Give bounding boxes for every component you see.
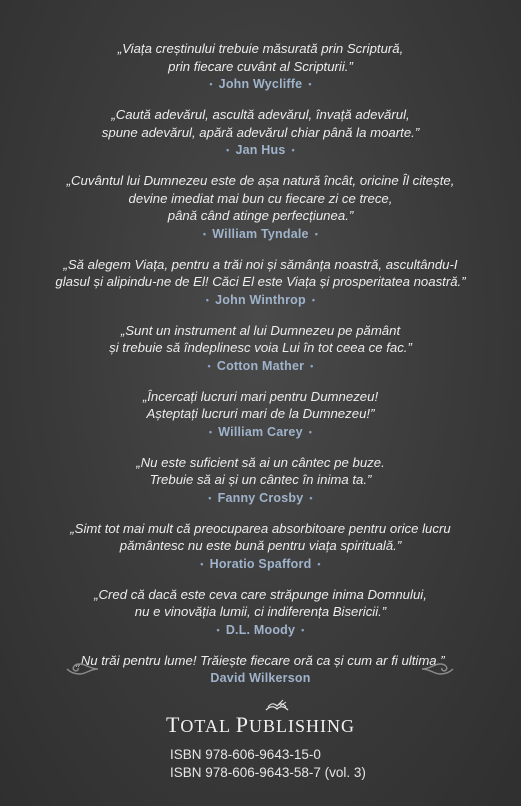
quote-line: „Încercați lucruri mari pentru Dumnezeu! (142, 388, 379, 404)
publisher-rest-2: UBLISHING (249, 716, 356, 736)
quote-line: pământesc nu este bună pentru viața spirituală.” (119, 538, 402, 553)
flourish-right-ornament (420, 660, 456, 678)
quote-author (0, 75, 521, 93)
publisher-cap-1: T (165, 712, 181, 737)
author-name: William Tyndale (212, 226, 309, 241)
quote-author (0, 291, 521, 309)
quote-text (0, 106, 521, 141)
quote-line: „Nu este suficient să ai un cântec pe buze. (136, 454, 385, 470)
quote-author (0, 489, 521, 507)
isbn-line-2: ISBN 978-606-9643-58-7 (vol. 3) (170, 765, 366, 780)
quote-author (0, 225, 521, 243)
isbn-line-1: ISBN 978-606-9643-15-0 (170, 747, 321, 762)
quote-line: „Sunt un instrument al lui Dumnezeu pe pământ (120, 322, 401, 338)
quote-author (0, 423, 521, 441)
author-name: D.L. Moody (225, 622, 296, 637)
bullet-right: • (301, 624, 305, 635)
flourish-left-ornament (64, 660, 100, 678)
quote-author (0, 621, 521, 639)
publisher-logo (166, 712, 355, 738)
bullet-right: • (309, 492, 313, 503)
bullet-right: • (310, 360, 314, 371)
quotes-list (0, 40, 521, 687)
bullet-right: • (291, 145, 295, 155)
quote-line: „Să alegem Viața, pentru a trăi noi și sămânța noastră, ascultându-I (63, 256, 458, 272)
bullet-right: • (317, 558, 321, 569)
quote-text (0, 454, 521, 489)
quote-line: glasul și alipindu-ne de El! Căci El este Viața și prosperitatea noastră.” (55, 274, 466, 289)
bullet-left: • (207, 360, 211, 371)
quote-author (0, 141, 521, 159)
author-name: William Carey (218, 424, 303, 439)
bullet-left: • (202, 228, 207, 239)
quote-line: Așteptați lucruri mari de la Dumnezeu!” (146, 406, 375, 421)
quote-line: „Nu trăi pentru lume! Trăiește fiecare oră ca și cum ar fi ultima.” (76, 652, 445, 668)
bullet-left: • (208, 492, 212, 503)
quote-line: „Caută adevărul, ascultă adevărul, învață adevărul, (111, 107, 410, 122)
quote-text (0, 256, 521, 291)
quote-line: „Simt tot mai mult că preocuparea absorbitoare pentru orice lucru (70, 520, 451, 536)
author-name: David Wilkerson (210, 671, 311, 685)
author-name: Jan Hus (235, 143, 286, 157)
author-name: Cotton Mather (216, 358, 305, 373)
quote-author (0, 555, 521, 573)
quote-text (0, 322, 521, 357)
bullet-right: • (308, 426, 313, 437)
quote-line: Trebuie să ai și un cântec în inima ta.” (149, 472, 372, 487)
bullet-left: • (216, 624, 220, 635)
bullet-left: • (205, 294, 210, 305)
bullet-right: • (311, 294, 316, 305)
quote-line: prin fiecare cuvânt al Scripturii.” (168, 58, 353, 74)
quote-author (0, 357, 521, 375)
author-name: John Winthrop (215, 292, 306, 307)
publisher-rest-1: OTAL (180, 716, 231, 736)
publisher-cap-2: P (235, 712, 250, 737)
quote-text (0, 586, 521, 621)
quote-text (0, 388, 521, 423)
quote-line: și trebuie să îndeplinesc voia Lui în tot ceea ce fac.” (109, 340, 412, 355)
quote-text (0, 520, 521, 555)
quote-line: devine imediat mai bun cu fiecare zi ce trece, (128, 190, 393, 206)
author-name: Fanny Crosby (217, 490, 304, 505)
publisher-block (0, 712, 521, 738)
quote-line: „Viața creștinului trebuie măsurată prin Scriptură, (117, 41, 404, 56)
bullet-left: • (209, 79, 213, 89)
author-name: John Wycliffe (218, 77, 303, 91)
author-name: Horatio Spafford (209, 556, 312, 571)
quote-line: „Cuvântul lui Dumnezeu este de așa natură încât, oricine Îl citește, (66, 173, 455, 188)
quote-text (0, 40, 521, 75)
quote-line: până când atinge perfecțiunea.” (167, 208, 354, 223)
open-book-icon (264, 698, 290, 714)
bullet-right: • (314, 228, 319, 239)
bullet-left: • (226, 145, 230, 155)
quote-text (0, 172, 521, 225)
quote-line: nu e vinovăția lumii, ci indiferența Bisericii.” (134, 604, 387, 619)
bullet-left: • (200, 558, 204, 569)
quote-line: spune adevărul, apără adevărul chiar până la moarte.” (101, 124, 420, 140)
quote-line: „Cred că dacă este ceva care străpunge inima Domnului, (94, 586, 427, 602)
bullet-right: • (308, 79, 312, 89)
bullet-left: • (208, 426, 213, 437)
